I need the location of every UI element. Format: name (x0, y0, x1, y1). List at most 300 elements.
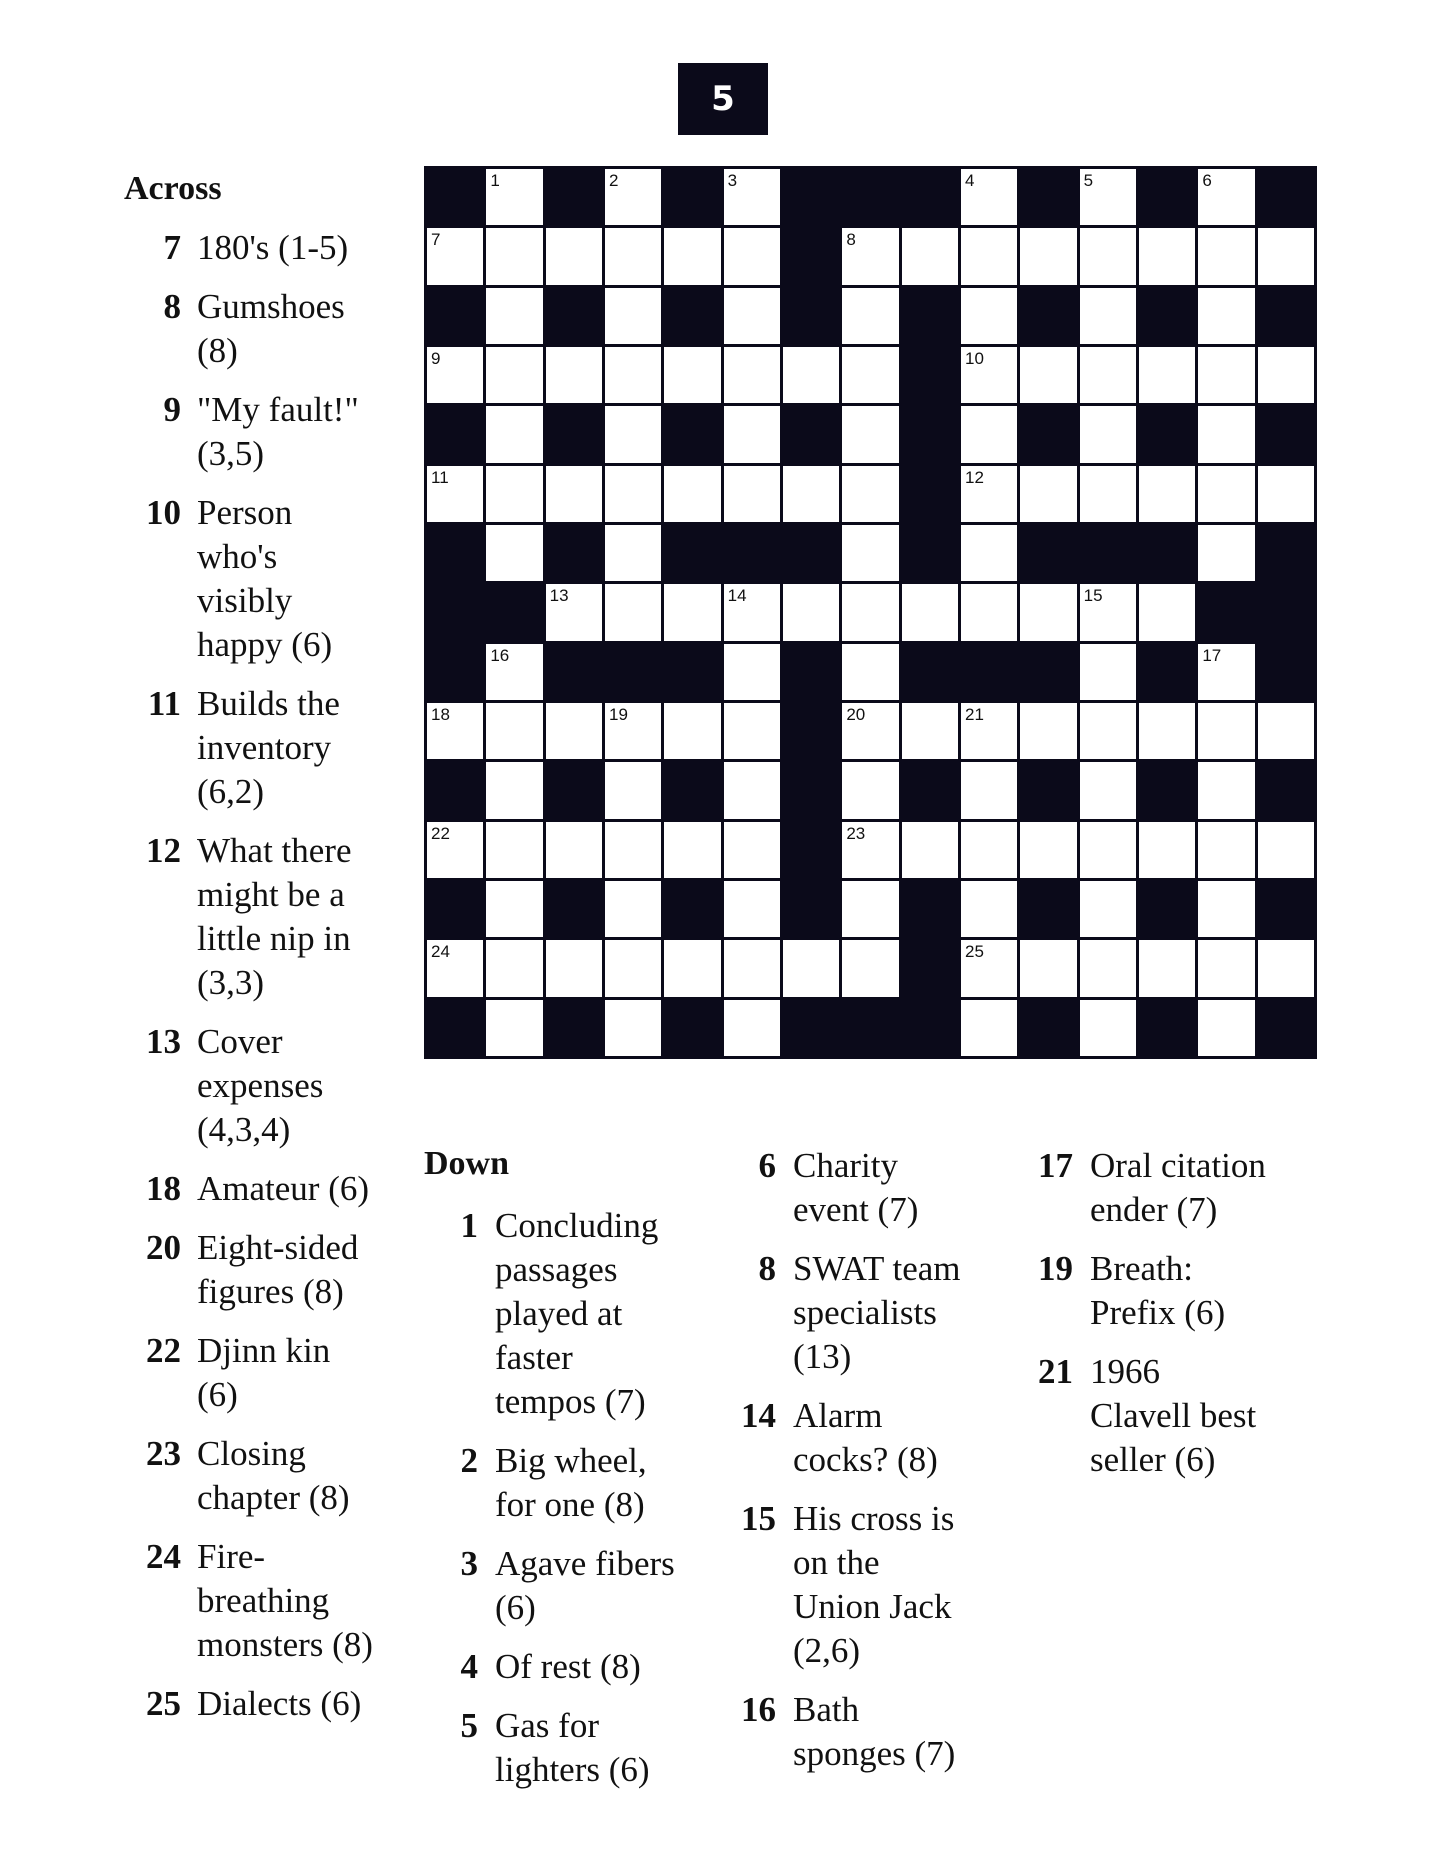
grid-cell-black (1258, 762, 1314, 818)
clue-text (495, 1542, 710, 1630)
grid-cell-white[interactable] (605, 406, 661, 462)
grid-cell-white[interactable] (546, 703, 602, 759)
grid-cell-white[interactable] (1080, 703, 1136, 759)
clue-text-line: Closing (197, 1434, 306, 1473)
grid-cell-white[interactable] (605, 288, 661, 344)
grid-cell-black (664, 406, 720, 462)
clue-text-line: 180's (1-5) (197, 228, 349, 267)
clue-number: 18 (146, 1169, 181, 1208)
grid-cell-white[interactable] (1139, 347, 1195, 403)
grid-cell-black (1020, 288, 1076, 344)
clue-text (197, 1535, 414, 1667)
clue-text (793, 1688, 1008, 1776)
grid-cell-white[interactable] (842, 881, 898, 937)
grid-cell-black (902, 169, 958, 225)
clue-9 (124, 388, 414, 476)
grid-cell-white[interactable] (486, 1000, 542, 1056)
clue-text-line: faster (495, 1338, 573, 1377)
clue-text-line: happy (6) (197, 625, 333, 664)
grid-cell-white[interactable] (1258, 940, 1314, 996)
grid-cell-white[interactable] (1080, 347, 1136, 403)
grid-cell-white[interactable] (1198, 169, 1254, 225)
clue-number: 7 (163, 228, 181, 267)
clue-text-line: "My fault!" (197, 390, 359, 429)
grid-cell-black (1139, 525, 1195, 581)
grid-cell-white[interactable] (427, 347, 483, 403)
grid-cell-white[interactable] (605, 703, 661, 759)
grid-cell-white[interactable] (1020, 822, 1076, 878)
clue-text-line: breathing (197, 1581, 330, 1620)
clue-text (793, 1144, 1008, 1232)
grid-cell-white[interactable] (486, 822, 542, 878)
cell-number: 18 (431, 704, 450, 724)
clue-number: 21 (1038, 1352, 1073, 1391)
clue-text (197, 829, 414, 1005)
clue-text (197, 1329, 414, 1417)
grid-cell-white[interactable] (427, 940, 483, 996)
grid-cell-white[interactable] (783, 584, 839, 640)
grid-cell-black (546, 644, 602, 700)
grid-cell-black (1139, 644, 1195, 700)
grid-cell-white[interactable] (605, 584, 661, 640)
grid-cell-white[interactable] (1258, 347, 1314, 403)
clue-text-line: Builds the (197, 684, 340, 723)
grid-cell-white[interactable] (724, 288, 780, 344)
grid-cell-white[interactable] (427, 228, 483, 284)
grid-cell-white[interactable] (664, 940, 720, 996)
clue-number: 24 (146, 1537, 181, 1576)
grid-cell-white[interactable] (427, 822, 483, 878)
grid-cell-white[interactable] (664, 822, 720, 878)
grid-cell-black (427, 169, 483, 225)
grid-cell-white[interactable] (724, 228, 780, 284)
grid-cell-white[interactable] (724, 822, 780, 878)
grid-cell-white[interactable] (1139, 940, 1195, 996)
grid-cell-white[interactable] (783, 347, 839, 403)
grid-cell-white[interactable] (605, 525, 661, 581)
grid-cell-white[interactable] (961, 822, 1017, 878)
grid-cell-white[interactable] (486, 940, 542, 996)
grid-cell-white[interactable] (427, 703, 483, 759)
grid-cell-white[interactable] (1198, 762, 1254, 818)
grid-cell-white[interactable] (1080, 584, 1136, 640)
grid-cell-white[interactable] (961, 169, 1017, 225)
grid-cell-white[interactable] (546, 466, 602, 522)
grid-cell-white[interactable] (1139, 822, 1195, 878)
grid-cell-black (783, 406, 839, 462)
clue-5 (440, 1704, 710, 1792)
grid-cell-black (902, 525, 958, 581)
grid-cell-white[interactable] (486, 881, 542, 937)
grid-cell-white[interactable] (605, 169, 661, 225)
grid-cell-black (1020, 406, 1076, 462)
cell-number: 13 (549, 586, 569, 606)
grid-cell-white[interactable] (1198, 466, 1254, 522)
grid-cell-black (1020, 762, 1076, 818)
grid-cell-white[interactable] (546, 822, 602, 878)
grid-cell-white[interactable] (664, 466, 720, 522)
clue-text-line: played at (495, 1294, 623, 1333)
grid-cell-white[interactable] (1198, 525, 1254, 581)
grid-cell-black (902, 466, 958, 522)
clue-text (197, 1432, 414, 1520)
cell-number: 12 (964, 467, 984, 487)
grid-cell-white[interactable] (1198, 644, 1254, 700)
clue-text (197, 1226, 414, 1314)
grid-cell-white[interactable] (486, 762, 542, 818)
grid-cell-white[interactable] (664, 347, 720, 403)
clue-text-line: Charity (793, 1146, 898, 1185)
grid-cell-white[interactable] (842, 762, 898, 818)
grid-cell-white[interactable] (546, 584, 602, 640)
clue-number: 5 (460, 1706, 478, 1745)
grid-cell-black (546, 1000, 602, 1056)
clue-text-line: (6) (495, 1588, 536, 1627)
cell-number: 19 (608, 704, 628, 724)
grid-cell-white[interactable] (961, 406, 1017, 462)
clue-text-line: Gas for (495, 1706, 599, 1745)
grid-cell-white[interactable] (605, 466, 661, 522)
grid-cell-white[interactable] (1198, 228, 1254, 284)
grid-cell-white[interactable] (1258, 228, 1314, 284)
down-clue-list-3 (1035, 1144, 1305, 1497)
grid-cell-white[interactable] (1198, 940, 1254, 996)
grid-cell-white[interactable] (1139, 584, 1195, 640)
grid-cell-white[interactable] (486, 466, 542, 522)
clue-text-line: Cover (197, 1022, 283, 1061)
grid-cell-white[interactable] (1198, 822, 1254, 878)
grid-cell-white[interactable] (902, 703, 958, 759)
clue-10 (124, 491, 414, 667)
grid-cell-white[interactable] (605, 347, 661, 403)
grid-cell-white[interactable] (1080, 466, 1136, 522)
clue-text-line: Dialects (6) (197, 1684, 362, 1723)
clue-text-line: specialists (793, 1293, 937, 1332)
grid-cell-black (783, 525, 839, 581)
grid-cell-white[interactable] (842, 466, 898, 522)
clue-text (1090, 1350, 1305, 1482)
cell-number: 8 (846, 230, 856, 250)
cell-number: 7 (431, 230, 441, 250)
clue-number: 11 (147, 684, 181, 723)
grid-cell-white[interactable] (1020, 584, 1076, 640)
grid-cell-white[interactable] (1198, 347, 1254, 403)
grid-cell-black (1139, 881, 1195, 937)
cell-number: 20 (846, 704, 866, 724)
grid-cell-black (664, 525, 720, 581)
cell-number: 11 (431, 467, 449, 487)
clue-13 (124, 1020, 414, 1152)
grid-cell-white[interactable] (486, 169, 542, 225)
grid-cell-white[interactable] (724, 584, 780, 640)
clue-number: 8 (163, 287, 181, 326)
grid-cell-black (902, 1000, 958, 1056)
grid-cell-black (1020, 881, 1076, 937)
grid-cell-white[interactable] (427, 466, 483, 522)
clue-text-line: Concluding (495, 1206, 659, 1245)
grid-cell-white[interactable] (664, 584, 720, 640)
grid-cell-white[interactable] (724, 466, 780, 522)
grid-cell-white[interactable] (724, 347, 780, 403)
grid-cell-white[interactable] (1258, 822, 1314, 878)
clue-text-line: Amateur (6) (197, 1169, 370, 1208)
grid-cell-white[interactable] (486, 288, 542, 344)
grid-cell-black (783, 881, 839, 937)
clue-text-line: visibly (197, 581, 293, 620)
grid-cell-black (427, 288, 483, 344)
grid-cell-white[interactable] (486, 525, 542, 581)
clue-text-line: expenses (197, 1066, 324, 1105)
grid-cell-white[interactable] (486, 347, 542, 403)
grid-cell-white[interactable] (842, 525, 898, 581)
grid-cell-white[interactable] (902, 584, 958, 640)
clue-number: 17 (1038, 1146, 1073, 1185)
grid-cell-black (664, 644, 720, 700)
grid-cell-white[interactable] (961, 1000, 1017, 1056)
grid-cell-white[interactable] (1139, 703, 1195, 759)
clue-number: 19 (1038, 1249, 1073, 1288)
grid-cell-white[interactable] (842, 347, 898, 403)
clue-number: 2 (460, 1441, 478, 1480)
clue-text-line: SWAT team (793, 1249, 961, 1288)
across-clue-list (124, 226, 414, 1741)
clue-text-line: might be a (197, 875, 345, 914)
grid-cell-black (427, 584, 483, 640)
cell-number: 10 (964, 348, 984, 368)
clue-text-line: (8) (197, 331, 238, 370)
clue-text-line: seller (6) (1090, 1440, 1216, 1479)
grid-cell-white[interactable] (1020, 703, 1076, 759)
clue-24 (124, 1535, 414, 1667)
grid-cell-white[interactable] (724, 406, 780, 462)
grid-cell-white[interactable] (1198, 881, 1254, 937)
clue-number: 20 (146, 1228, 181, 1267)
clue-text (495, 1645, 710, 1689)
grid-cell-white[interactable] (842, 940, 898, 996)
grid-cell-white[interactable] (1198, 703, 1254, 759)
grid-cell-black (1139, 1000, 1195, 1056)
clue-text-line: on the (793, 1543, 880, 1582)
grid-cell-black (783, 644, 839, 700)
clue-number: 1 (460, 1206, 478, 1245)
grid-cell-white[interactable] (1080, 762, 1136, 818)
cell-number: 24 (431, 942, 450, 962)
clue-text-line: What there (197, 831, 352, 870)
grid-cell-white[interactable] (902, 822, 958, 878)
grid-cell-black (783, 1000, 839, 1056)
grid-cell-white[interactable] (1080, 881, 1136, 937)
grid-cell-white[interactable] (961, 347, 1017, 403)
grid-cell-white[interactable] (724, 703, 780, 759)
clue-11 (124, 682, 414, 814)
grid-cell-white[interactable] (1080, 169, 1136, 225)
clue-text (495, 1704, 710, 1792)
grid-cell-white[interactable] (486, 406, 542, 462)
grid-cell-white[interactable] (605, 228, 661, 284)
clue-text (1090, 1144, 1305, 1232)
cell-number: 17 (1202, 645, 1222, 665)
grid-cell-black (427, 525, 483, 581)
grid-cell-white[interactable] (842, 584, 898, 640)
clue-number: 16 (741, 1690, 776, 1729)
grid-cell-black (902, 288, 958, 344)
clue-16 (738, 1688, 1008, 1776)
grid-cell-white[interactable] (605, 940, 661, 996)
grid-cell-black (1020, 169, 1076, 225)
grid-cell-white[interactable] (961, 940, 1017, 996)
grid-cell-black (1258, 288, 1314, 344)
grid-cell-white[interactable] (486, 644, 542, 700)
grid-cell-white[interactable] (961, 703, 1017, 759)
clue-21 (1035, 1350, 1305, 1482)
cell-number: 4 (964, 171, 975, 190)
clue-text (197, 491, 414, 667)
grid-cell-white[interactable] (1080, 644, 1136, 700)
grid-cell-white[interactable] (1198, 288, 1254, 344)
clue-text (495, 1439, 710, 1527)
clue-12 (124, 829, 414, 1005)
clue-text-line: Person (197, 493, 293, 532)
grid-cell-white[interactable] (1198, 1000, 1254, 1056)
grid-cell-white[interactable] (1020, 347, 1076, 403)
clue-text-line: Union Jack (793, 1587, 952, 1626)
grid-cell-white[interactable] (1198, 406, 1254, 462)
clue-8 (738, 1247, 1008, 1379)
grid-cell-white[interactable] (1080, 822, 1136, 878)
grid-cell-white[interactable] (1080, 940, 1136, 996)
grid-cell-white[interactable] (842, 644, 898, 700)
clue-text (197, 1167, 414, 1211)
grid-cell-black (902, 881, 958, 937)
clue-text-line: Agave fibers (495, 1544, 675, 1583)
clue-text-line: tempos (7) (495, 1382, 646, 1421)
grid-cell-white[interactable] (605, 822, 661, 878)
cell-number: 5 (1083, 171, 1094, 190)
grid-cell-white[interactable] (486, 703, 542, 759)
grid-cell-white[interactable] (961, 584, 1017, 640)
grid-cell-black (605, 644, 661, 700)
grid-cell-white[interactable] (664, 703, 720, 759)
clue-number: 8 (758, 1249, 776, 1288)
grid-cell-white[interactable] (546, 347, 602, 403)
down-clue-list-1 (440, 1204, 710, 1807)
clue-text-line: Fire- (197, 1537, 266, 1576)
grid-cell-black (546, 288, 602, 344)
grid-cell-black (1020, 644, 1076, 700)
grid-cell-white[interactable] (605, 762, 661, 818)
grid-cell-white[interactable] (546, 228, 602, 284)
grid-cell-white[interactable] (842, 406, 898, 462)
grid-cell-white[interactable] (842, 703, 898, 759)
grid-cell-black (842, 1000, 898, 1056)
grid-cell-white[interactable] (1258, 466, 1314, 522)
grid-cell-black (427, 881, 483, 937)
cell-number: 6 (1202, 171, 1212, 190)
grid-cell-white[interactable] (724, 881, 780, 937)
grid-cell-white[interactable] (724, 940, 780, 996)
grid-cell-white[interactable] (961, 762, 1017, 818)
grid-cell-black (427, 762, 483, 818)
clue-number: 22 (146, 1331, 181, 1370)
grid-cell-white[interactable] (724, 169, 780, 225)
clue-text-line: monsters (8) (197, 1625, 373, 1664)
grid-cell-white[interactable] (1020, 466, 1076, 522)
grid-cell-white[interactable] (961, 881, 1017, 937)
grid-cell-white[interactable] (1139, 228, 1195, 284)
grid-cell-white[interactable] (1020, 228, 1076, 284)
cell-number: 15 (1083, 586, 1103, 606)
grid-cell-black (1258, 584, 1314, 640)
grid-cell-white[interactable] (724, 644, 780, 700)
grid-cell-white[interactable] (1020, 940, 1076, 996)
grid-cell-black (546, 881, 602, 937)
clue-text-line: (6) (197, 1375, 238, 1414)
grid-cell-white[interactable] (1080, 406, 1136, 462)
grid-cell-black (783, 762, 839, 818)
clue-19 (1035, 1247, 1305, 1335)
grid-cell-black (664, 762, 720, 818)
grid-cell-white[interactable] (1139, 466, 1195, 522)
clue-text-line: (6,2) (197, 772, 265, 811)
grid-cell-black (1139, 406, 1195, 462)
clue-text-line: inventory (197, 728, 332, 767)
grid-cell-black (546, 525, 602, 581)
grid-cell-black (1258, 644, 1314, 700)
grid-cell-white[interactable] (902, 228, 958, 284)
grid-cell-white[interactable] (724, 762, 780, 818)
grid-cell-white[interactable] (842, 288, 898, 344)
grid-cell-black (783, 703, 839, 759)
grid-cell-black (1258, 881, 1314, 937)
clue-text-line: Of rest (8) (495, 1647, 641, 1686)
grid-cell-white[interactable] (605, 881, 661, 937)
clue-text-line: ender (7) (1090, 1190, 1218, 1229)
grid-cell-black (1198, 584, 1254, 640)
grid-cell-white[interactable] (961, 228, 1017, 284)
grid-cell-white[interactable] (486, 228, 542, 284)
grid-cell-white[interactable] (724, 1000, 780, 1056)
grid-cell-white[interactable] (664, 228, 720, 284)
clue-text-line: Eight-sided (197, 1228, 359, 1267)
cell-number: 23 (846, 823, 866, 843)
grid-cell-black (1139, 762, 1195, 818)
grid-cell-white[interactable] (546, 940, 602, 996)
across-heading: Across (124, 170, 222, 207)
grid-cell-white[interactable] (842, 822, 898, 878)
grid-cell-white[interactable] (961, 525, 1017, 581)
clue-number: 6 (758, 1146, 776, 1185)
grid-cell-white[interactable] (842, 228, 898, 284)
grid-cell-white[interactable] (1258, 703, 1314, 759)
clue-text-line: sponges (7) (793, 1734, 956, 1773)
grid-cell-black (427, 406, 483, 462)
grid-cell-white[interactable] (1080, 288, 1136, 344)
grid-cell-white[interactable] (1080, 228, 1136, 284)
grid-cell-black (1139, 169, 1195, 225)
cell-number: 25 (964, 942, 984, 962)
grid-cell-white[interactable] (961, 466, 1017, 522)
grid-cell-white[interactable] (783, 466, 839, 522)
grid-cell-white[interactable] (783, 940, 839, 996)
clue-text-line: (13) (793, 1337, 852, 1376)
grid-cell-white[interactable] (1080, 1000, 1136, 1056)
grid-cell-black (783, 288, 839, 344)
down-clue-list-2 (738, 1144, 1008, 1791)
clue-text-line: chapter (8) (197, 1478, 350, 1517)
clue-number: 23 (146, 1434, 181, 1473)
grid-cell-white[interactable] (605, 1000, 661, 1056)
grid-cell-white[interactable] (961, 288, 1017, 344)
